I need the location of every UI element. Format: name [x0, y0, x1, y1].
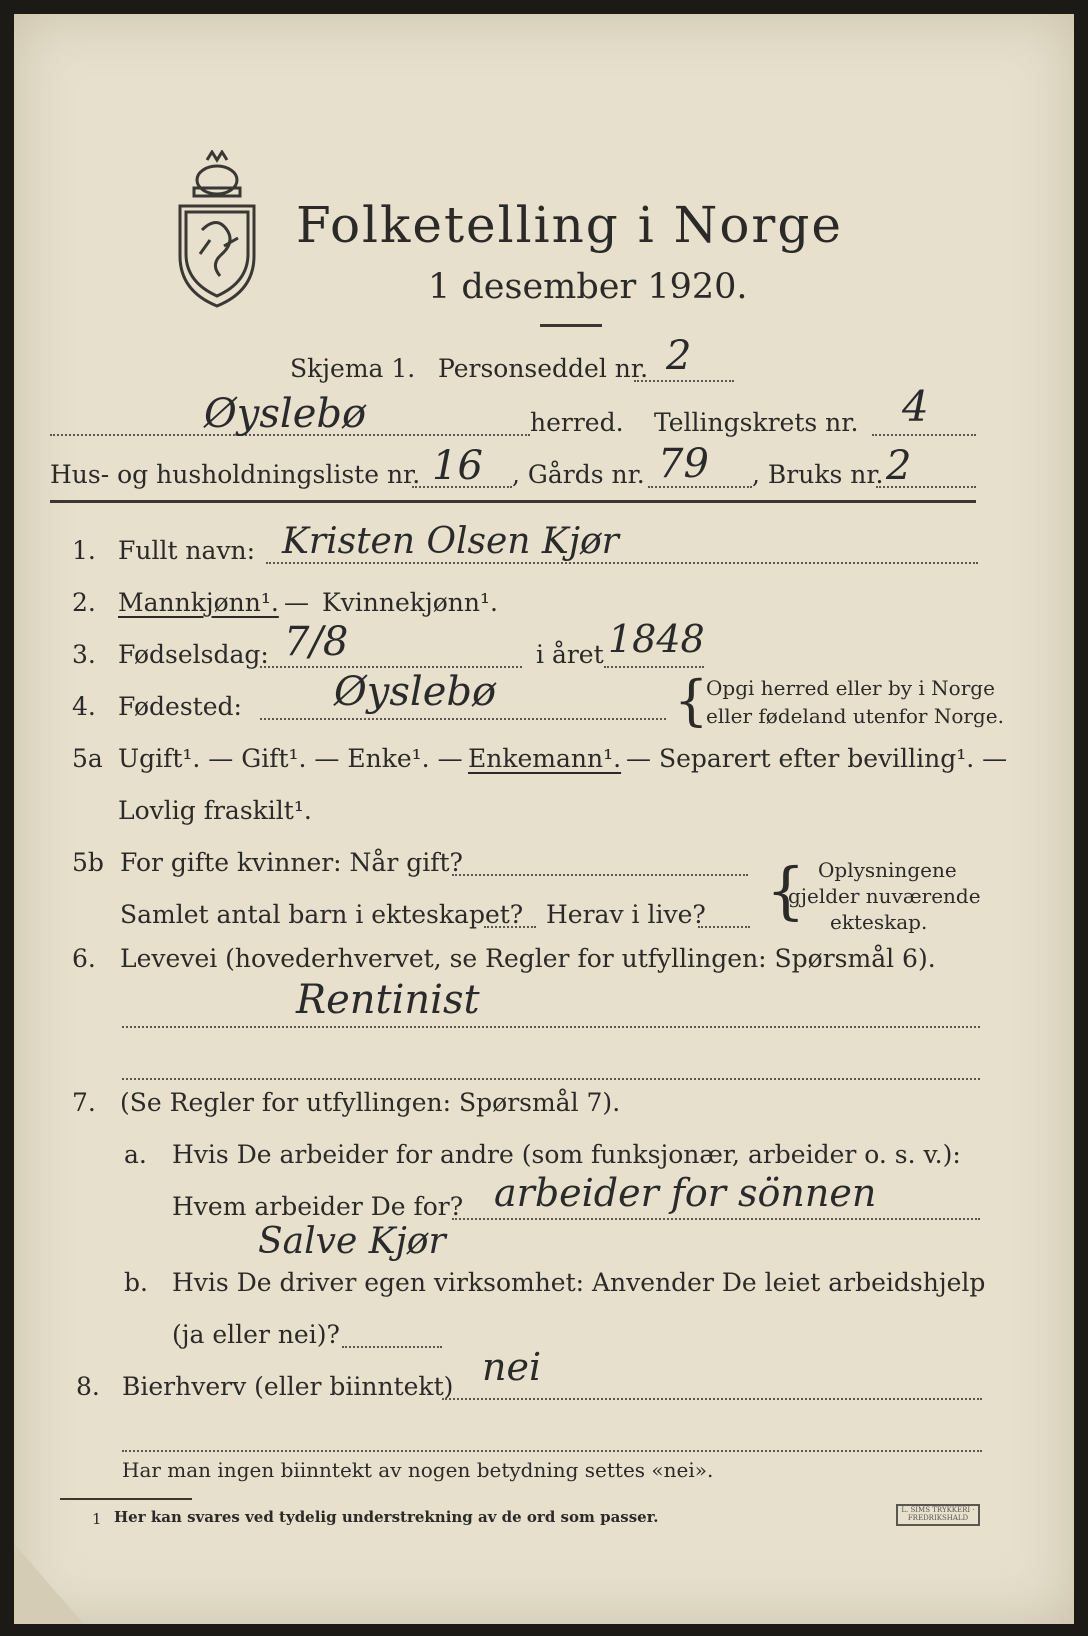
herred-value: Øyslebø [204, 391, 367, 437]
q6-line2 [122, 1078, 980, 1080]
q8-label: Bierhverv (eller biinntekt) [122, 1372, 454, 1401]
q1-label: Fullt navn: [118, 536, 256, 565]
gards-label: , Gårds nr. [512, 460, 645, 489]
q5b-when-married-line [452, 874, 748, 876]
personseddel-label: Personseddel nr. [438, 354, 649, 383]
q3-day-value: 7/8 [284, 619, 349, 665]
q2-female-option: Kvinnekjønn¹. [322, 588, 498, 617]
q8-number: 8. [76, 1372, 100, 1401]
q3-year-value: 1848 [608, 617, 705, 661]
q7a-label: Hvis De arbeider for andre (som funksjonær, arbeider o. s. v.): [172, 1140, 961, 1169]
personseddel-value: 2 [666, 333, 692, 379]
q6-value: Rentinist [296, 977, 480, 1023]
q6-line1 [122, 1026, 980, 1028]
q7a-value-line2: Salve Kjør [258, 1221, 446, 1262]
q6-number: 6. [72, 944, 96, 973]
q5a-options-rest: — Separert efter bevilling¹. — [626, 744, 1008, 773]
q3-year-label: i året [536, 640, 604, 669]
personseddel-line [634, 380, 734, 382]
gards-value: 79 [658, 441, 709, 487]
q8-line1 [442, 1398, 982, 1400]
tellingskrets-value: 4 [902, 382, 929, 431]
q5b-alive-label: Herav i live? [546, 900, 706, 929]
q5a-options-start: Ugift¹. — Gift¹. — Enke¹. — [118, 744, 463, 773]
q4-note-line2: eller fødeland utenfor Norge. [706, 704, 1004, 728]
q3-year-line [604, 666, 704, 668]
printer-stamp-text: L. SIMS TRYKKERI · FREDRIKSHALD [901, 1506, 975, 1522]
schema-label: Skjema 1. [290, 354, 416, 383]
q5b-note-line3: ekteskap. [830, 910, 928, 934]
bruks-label: , Bruks nr. [752, 460, 884, 489]
tellingskrets-line [872, 434, 976, 436]
q5b-children-label: Samlet antal barn i ekteskapet? [120, 900, 524, 929]
q5b-when-married-label: For gifte kvinner: Når gift? [120, 848, 463, 877]
q8-value: nei [482, 1345, 542, 1389]
q3-day-line [260, 666, 522, 668]
footer-note: Har man ingen biinntekt av nogen betydning settes «nei». [122, 1458, 714, 1482]
q3-label: Fødselsdag: [118, 640, 269, 669]
q5b-note-brace: { [766, 854, 806, 927]
q2-separator: — [284, 588, 309, 617]
q4-label: Fødested: [118, 692, 242, 721]
q7b-line [342, 1346, 442, 1348]
q2-number: 2. [72, 588, 96, 617]
q2-male-option: Mannkjønn¹. [118, 588, 279, 617]
q7a-number: a. [124, 1140, 147, 1169]
q1-line [266, 562, 978, 564]
bruks-value: 2 [886, 443, 912, 489]
q7a-value-line1: arbeider for sönnen [494, 1171, 877, 1215]
q5b-alive-line [698, 926, 750, 928]
q4-note-brace: { [674, 669, 709, 732]
printer-stamp [896, 1504, 980, 1526]
torn-corner [14, 1544, 84, 1624]
title-divider [540, 324, 602, 327]
q7-label: (Se Regler for utfyllingen: Spørsmål 7). [120, 1088, 621, 1117]
footnote-text: Her kan svares ved tydelig understrekning av de ord som passer. [114, 1508, 659, 1526]
tellingskrets-label: Tellingskrets nr. [654, 408, 859, 437]
q5b-note-line2: gjelder nuværende [788, 884, 981, 908]
q7b-question: (ja eller nei)? [172, 1320, 340, 1349]
q7a-line1 [452, 1218, 980, 1220]
q4-number: 4. [72, 692, 96, 721]
q7-number: 7. [72, 1088, 96, 1117]
footnote-rule [60, 1498, 192, 1500]
q4-note-line1: Opgi herred eller by i Norge [706, 676, 995, 700]
household-list-label: Hus- og husholdningsliste nr. [50, 460, 421, 489]
q6-label: Levevei (hovederhvervet, se Regler for utfyllingen: Spørsmål 6). [120, 944, 936, 973]
q5a-number: 5a [72, 744, 103, 773]
q5a-option-enkemann: Enkemann¹. [468, 744, 622, 773]
header-rule [50, 500, 976, 503]
q4-value: Øyslebø [334, 669, 497, 715]
q4-line [260, 718, 666, 720]
q1-value: Kristen Olsen Kjør [282, 521, 619, 562]
q1-number: 1. [72, 536, 96, 565]
q5b-children-line [484, 926, 536, 928]
q7a-question: Hvem arbeider De for? [172, 1192, 464, 1221]
herred-label: herred. [530, 408, 624, 437]
q5b-number: 5b [72, 848, 104, 877]
census-form-sheet [14, 14, 1074, 1624]
census-date: 1 desember 1920. [428, 267, 748, 307]
q5b-note-line1: Oplysningene [818, 858, 957, 882]
q7b-label: Hvis De driver egen virksomhet: Anvender De leiet arbeidshjelp [172, 1268, 986, 1297]
household-list-value: 16 [432, 443, 483, 489]
form-title: Folketelling i Norge [296, 196, 843, 254]
coat-of-arms-icon [172, 150, 262, 310]
q5a-option-fraskilt: Lovlig fraskilt¹. [118, 796, 312, 825]
footnote-number: 1 [92, 1510, 102, 1528]
q3-number: 3. [72, 640, 96, 669]
q8-line2 [122, 1450, 982, 1452]
q7b-number: b. [124, 1268, 148, 1297]
